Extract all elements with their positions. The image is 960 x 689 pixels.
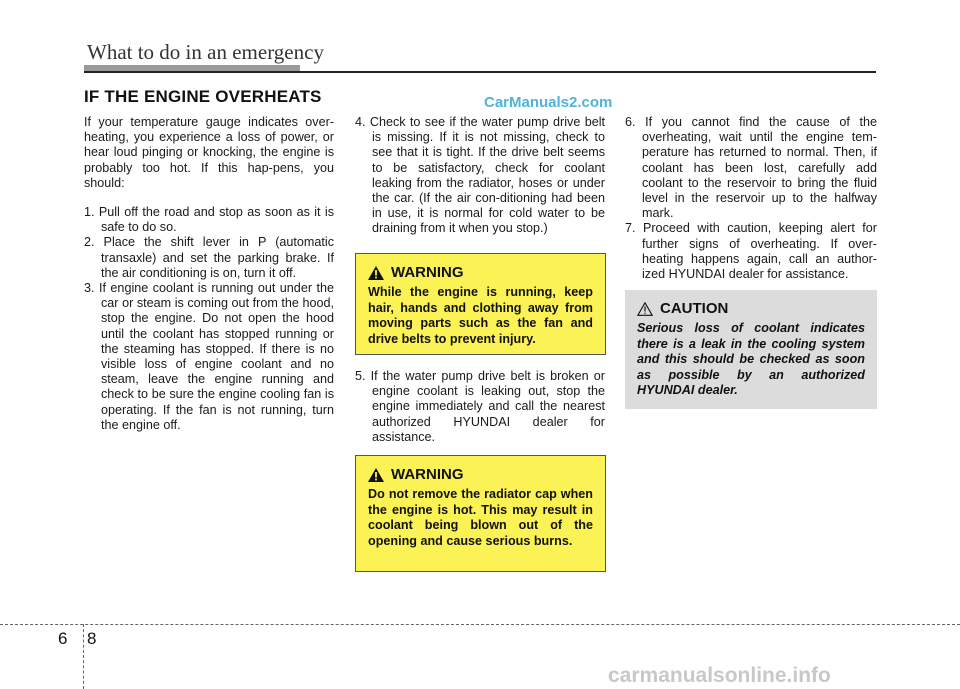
steps-list-part-4 (625, 115, 877, 282)
step-4: 4. Check to see if the water pump drive belt is missing. If it is not missing, check to see that it is tight. If the drive belt seems to be satisfactory, check for coolant leaking from the radiator, hoses or under the car. (If the air con-ditioning had been in use, it is normal for cold water to be draining from it when you stop.) (355, 115, 605, 236)
caution-box-coolant-loss (625, 290, 877, 409)
column-2 (355, 115, 605, 237)
column-2-lower (355, 369, 605, 445)
section-title: IF THE ENGINE OVERHEATS (84, 87, 322, 106)
page-section-number: 6 (58, 629, 68, 648)
caution-text: Serious loss of coolant indicates there is a leak in the cooling system and this should be checked as soon as possible by an authorized HYUNDAI dealer. (637, 321, 865, 398)
warning-triangle-icon (368, 468, 384, 482)
column-3 (625, 115, 877, 282)
step-2: 2. Place the shift lever in P (automatic transaxle) and set the parking brake. If the air conditioning is on, turn it off. (84, 235, 334, 280)
page-header-title: What to do in an emergency (87, 40, 324, 64)
warning-box-radiator-cap (355, 455, 606, 572)
steps-list-part-3 (355, 369, 605, 445)
intro-paragraph: If your temperature gauge indicates over-heating, you experience a loss of power, or hear loud pinging or knocking, the engine is probably too hot. If this hap-pens, you should: (84, 115, 334, 190)
warning-title: WARNING (391, 466, 464, 483)
column-1 (84, 115, 334, 433)
steps-list-part-2 (355, 115, 605, 237)
step-6: 6. If you cannot find the cause of the overheating, wait until the engine tem-perature has returned to normal. Then, if coolant has been lost, carefully add coolant to the reservoir to bring the fluid level in the reservoir up to the halfway mark. (625, 115, 877, 221)
watermark-bottom[interactable]: carmanualsonline.info (608, 664, 831, 687)
footer-divider (0, 624, 960, 625)
warning-triangle-icon (368, 266, 384, 280)
step-7: 7. Proceed with caution, keeping alert for further signs of overheating. If over-heating happens again, call an author-ized HYUNDAI dealer for assistance. (625, 221, 877, 282)
steps-list-part-1 (84, 205, 334, 433)
warning-box-header (368, 466, 593, 483)
warning-text: While the engine is running, keep hair, hands and clothing away from moving parts such as the fan and drive belts to prevent injury. (368, 285, 593, 346)
page-number: 8 (87, 629, 97, 648)
caution-title: CAUTION (660, 300, 729, 317)
step-5: 5. If the water pump drive belt is broken or engine coolant is leaking out, stop the engine immediately and call the nearest authorized HYUNDAI dealer for assistance. (355, 369, 605, 444)
warning-box-moving-parts (355, 253, 606, 355)
caution-triangle-icon (637, 302, 653, 316)
step-1: 1. Pull off the road and stop as soon as it is safe to do so. (84, 205, 334, 235)
footer-vertical-divider (83, 624, 84, 689)
caution-box-header (637, 300, 865, 317)
header-rule (84, 71, 876, 73)
warning-text: Do not remove the radiator cap when the engine is hot. This may result in coolant being blown out of the opening and cause serious burns. (368, 487, 593, 548)
warning-title: WARNING (391, 264, 464, 281)
watermark-top[interactable]: CarManuals2.com (484, 94, 613, 111)
warning-box-header (368, 264, 593, 281)
step-3: 3. If engine coolant is running out under the car or steam is coming out from the hood, stop the engine. Do not open the hood until the coolant has stopped running or the steaming has stopped. If there is no visible loss of engine coolant and no steam, leave the engine running and check to be sure the engine cooling fan is operating. If the fan is not running, turn the engine off. (84, 281, 334, 432)
